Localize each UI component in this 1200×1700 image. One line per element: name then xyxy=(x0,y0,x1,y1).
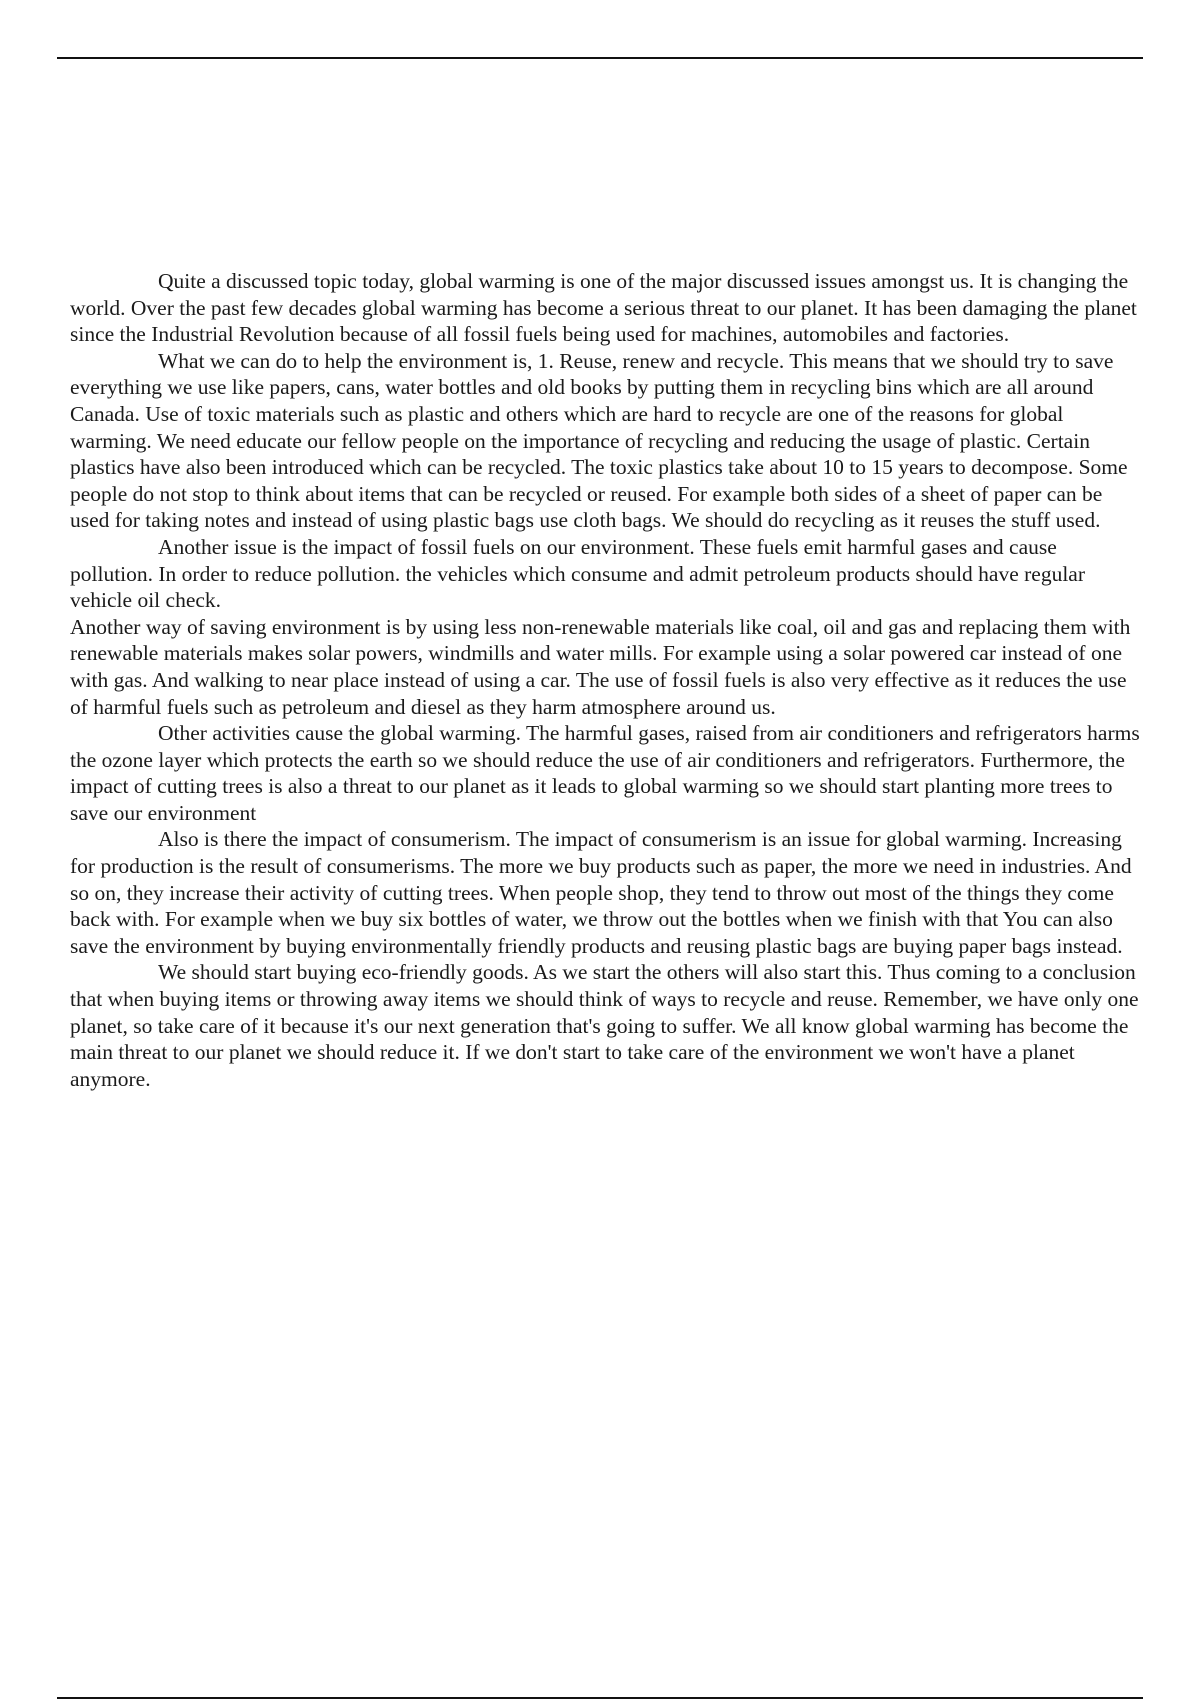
paragraph-other-activities: Other activities cause the global warming. The harmful gases, raised from air conditioners and refrigerators harms the ozone layer which protects the earth so we should reduce the use of air conditioners and refrigerators. Furthermore, the impact of cutting trees is also a threat to our planet as it leads to global warming so we should start planting more trees to save our environment xyxy=(70,721,1140,825)
paragraph-renewables: Another way of saving environment is by using less non-renewable materials like coal, oil and gas and replacing them with renewable materials makes solar powers, windmills and water mills. For example using a solar powered car instead of one with gas. And walking to near place instead of using a car. The use of fossil fuels is also very effective as it reduces the use of harmful fuels such as petroleum and diesel as they harm atmosphere around us. xyxy=(70,614,1131,719)
paragraph-conclusion: We should start buying eco-friendly goods. As we start the others will also start this. Thus coming to a conclusion that when buying items or throwing away items we should think of ways to recycle and reuse. Remember, we have only one planet, so take care of it because it's our next generation that's going to suffer. We all know global warming has become the main threat to our planet we should reduce it. If we don't start to take care of the environment we won't have a planet anymore. xyxy=(70,960,1139,1091)
paragraph-intro: Quite a discussed topic today, global warming is one of the major discussed issues amongst us. It is changing the world. Over the past few decades global warming has become a serious threat to our planet. It has been damaging the planet since the Industrial Revolution because of all fossil fuels being used for machines, automobiles and factories. xyxy=(70,269,1137,347)
paragraph-fossil-fuels: Another issue is the impact of fossil fuels on our environment. These fuels emit harmful gases and cause pollution. In order to reduce pollution. the vehicles which consume and admit petroleum products should have regular vehicle oil check. xyxy=(70,534,1086,613)
bottom-rule xyxy=(57,1697,1143,1699)
paragraph-consumerism: Also is there the impact of consumerism. The impact of consumerism is an issue for global warming. Increasing for production is the result of consumerisms. The more we buy products such as paper, the more we need in industries. And so on, they increase their activity of cutting trees. When people shop, they tend to throw out most of the things they come back with. For example when we buy six bottles of water, we throw out the bottles when we finish with that You can also save the environment by buying environmentally friendly products and reusing plastic bags are buying paper bags instead. xyxy=(70,827,1132,958)
top-rule xyxy=(57,57,1143,59)
paragraph-recycling: What we can do to help the environment is, 1. Reuse, renew and recycle. This means that we should try to save everything we use like papers, cans, water bottles and old books by putting them in recycling bins which are all around Canada. Use of toxic materials such as plastic and others which are hard to recycle are one of the reasons for global warming. We need educate our fellow people on the importance of recycling and reducing the usage of plastic. Certain plastics have also been introduced which can be recycled. The toxic plastics take about 10 to 15 years to decompose. Some people do not stop to think about items that can be recycled or reused. For example both sides of a sheet of paper can be used for taking notes and instead of using plastic bags use cloth bags. We should do recycling as it reuses the stuff used. xyxy=(70,348,1128,533)
essay-body xyxy=(70,268,1142,1092)
